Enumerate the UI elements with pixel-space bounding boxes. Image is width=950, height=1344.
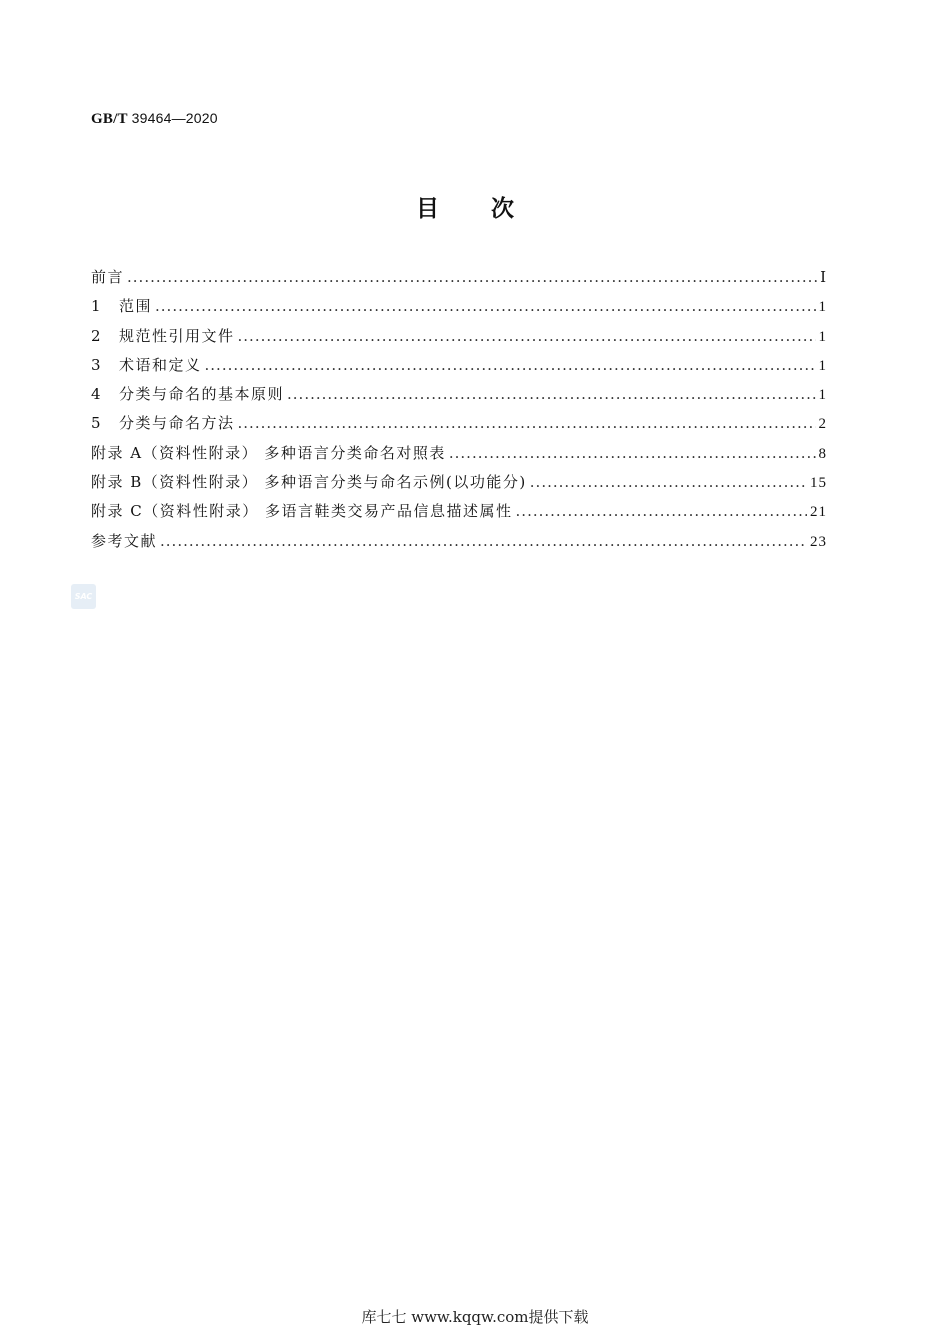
toc-entry-title: 分类与命名方法	[119, 414, 235, 433]
toc-entry-title: 分类与命名的基本原则	[119, 385, 285, 404]
toc-entry-title: 范围	[119, 297, 153, 316]
toc-entry-scope[interactable]	[91, 295, 827, 324]
toc-entry-page: 15	[810, 475, 827, 492]
toc-leader	[238, 327, 816, 345]
toc-entry-page: 1	[818, 357, 827, 374]
toc-leader	[127, 268, 817, 286]
footer-credit: 库七七 www.kqqw.com提供下载	[361, 1308, 589, 1326]
toc-entry-bibliography[interactable]	[91, 530, 827, 559]
toc-entry-page: Ⅰ	[820, 270, 827, 286]
standard-prefix: GB/T	[91, 111, 128, 127]
toc-leader	[205, 356, 816, 374]
toc-leader	[449, 444, 816, 462]
toc-entry-number: 3	[91, 355, 101, 374]
toc-entry-title: 附录 A（资料性附录） 多种语言分类命名对照表	[91, 443, 446, 462]
toc-entry-appendix-b[interactable]	[91, 471, 827, 500]
toc-list	[91, 266, 827, 559]
toc-entry-title: 规范性引用文件	[119, 326, 235, 345]
toc-entry-title: 参考文献	[91, 531, 158, 550]
toc-entry-title: 前言	[91, 268, 125, 286]
toc-entry-number: 2	[91, 326, 101, 345]
toc-leader	[238, 414, 816, 432]
toc-entry-title: 附录 B（资料性附录） 多种语言分类与命名示例(以功能分)	[91, 473, 527, 492]
toc-leader	[287, 385, 815, 403]
toc-entry-number: 4	[91, 385, 101, 404]
toc-entry-page: 8	[818, 445, 827, 462]
sac-watermark-icon: SAC	[71, 584, 96, 609]
toc-entry-page: 1	[818, 299, 827, 316]
toc-leader	[160, 532, 807, 550]
toc-entry-page: 1	[818, 387, 827, 404]
toc-entry-page: 21	[810, 504, 827, 521]
toc-entry-methods[interactable]	[91, 412, 827, 441]
toc-leader	[516, 502, 807, 520]
toc-entry-page: 23	[810, 533, 827, 550]
toc-entry-number: 1	[91, 297, 101, 316]
toc-entry-number: 5	[91, 414, 101, 433]
toc-entry-terms[interactable]	[91, 354, 827, 383]
toc-entry-page: 2	[818, 416, 827, 433]
toc-entry-page: 1	[818, 328, 827, 345]
toc-entry-basic-principles[interactable]	[91, 383, 827, 412]
toc-entry-appendix-c[interactable]	[91, 500, 827, 529]
toc-leader	[530, 473, 807, 491]
standard-number: 39464—2020	[131, 110, 218, 126]
toc-entry-title: 术语和定义	[119, 355, 202, 374]
toc-title: 目次	[416, 196, 566, 222]
toc-entry-title: 附录 C（资料性附录） 多语言鞋类交易产品信息描述属性	[91, 502, 513, 521]
toc-leader	[155, 297, 815, 315]
standard-code	[91, 110, 218, 128]
toc-entry-foreword[interactable]	[91, 266, 827, 295]
toc-entry-normative-references[interactable]	[91, 325, 827, 354]
toc-entry-appendix-a[interactable]	[91, 442, 827, 471]
